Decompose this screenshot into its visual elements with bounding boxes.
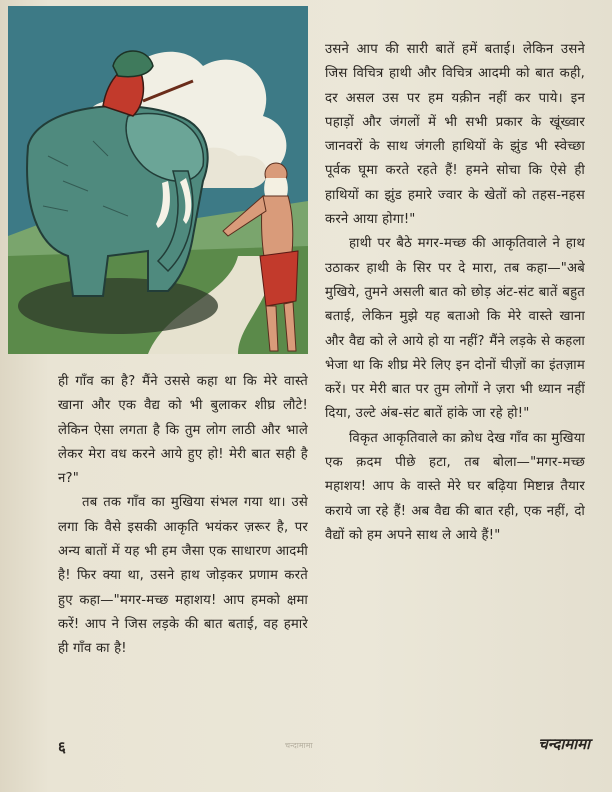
faint-stamp: चन्दामामा: [285, 741, 313, 750]
paragraph: उसने आप की सारी बातें हमें बताई। लेकिन उसने जिस विचित्र हाथी और विचित्र आदमी को बात कही, दर असल उस पर हम यक़ीन नहीं कर पाये। इन पहाड़ों और जंगलों में भी सभी प्रकार के खूंख्वार जानवरों के साथ जंगली हाथियों के झुंड भी स्वेच्छा पूर्वक घूमा करते रहते हैं! हमने सोचा कि ऐसे ही हाथियों का झुंड हमारे ज्वार के खेतों को तहस-नहस करने आया होगा!": [325, 42, 585, 228]
page-number: ६: [58, 738, 66, 756]
paragraph: हाथी पर बैठे मगर-मच्छ की आकृतिवाले ने हाथ उठाकर हाथी के सिर पर दे मारा, तब कहा—"अबे मुखिये, तुमने असली बात को छोड़ अंट-संट बातें बहुत बताई, लेकिन मुझे यह बताओ कि मेरे वास्ते खाना और वैद्य को ले आये हो या नहीं? मैंने लड़के से कहला भेजा था कि शीघ्र मेरे लिए इन दोनों चीज़ों का इंतज़ाम करें। पर मेरी बात पर तुम लोगों ने ज़रा भी ध्यान नहीं दिया, उल्टे अंब-संट बातें हांके जा रहे हो!": [325, 236, 585, 422]
magazine-title: चन्दामामा: [538, 735, 590, 753]
paragraph: तब तक गाँव का मुखिया संभल गया था। उसे लगा कि वैसे इसकी आकृति भयंकर ज़रूर है, पर अन्य बातों में यह भी हम जैसा एक साधारण आदमी है! फिर क्या था, उसने हाथ जोड़कर प्रणाम करते हुए कहा—"मगर-मच्छ महाशय! आप हमको क्षमा करें! आप ने जिस लड़के की बात बताई, वह हमारे ही गाँव का है!: [58, 495, 308, 657]
elephant-scene-image: [8, 6, 308, 354]
paragraph: ही गाँव का है? मैंने उससे कहा था कि मेरे वास्ते खाना और एक वैद्य को भी बुलाकर शीघ्र लौटे! लेकिन ऐसा लगता है कि तुम लोग लाठी और भाले लेकर मेरा वध करने आये हुए हो! मेरी बात सही है न?": [58, 374, 308, 487]
right-text-column: [325, 38, 585, 548]
story-illustration: [8, 6, 308, 354]
paragraph: विकृत आकृतिवाले का क्रोध देख गाँव का मुखिया एक क़दम पीछे हटा, तब बोला—"मगर-मच्छ महाशय! आप के वास्ते मेरे घर बढ़िया मिष्टान्न तैयार कराये जा रहे हैं! अब वैद्य की बात रही, एक नहीं, दो वैद्यों को हम अपने साथ ले आये हैं!": [325, 430, 585, 543]
left-text-column: [58, 370, 308, 662]
